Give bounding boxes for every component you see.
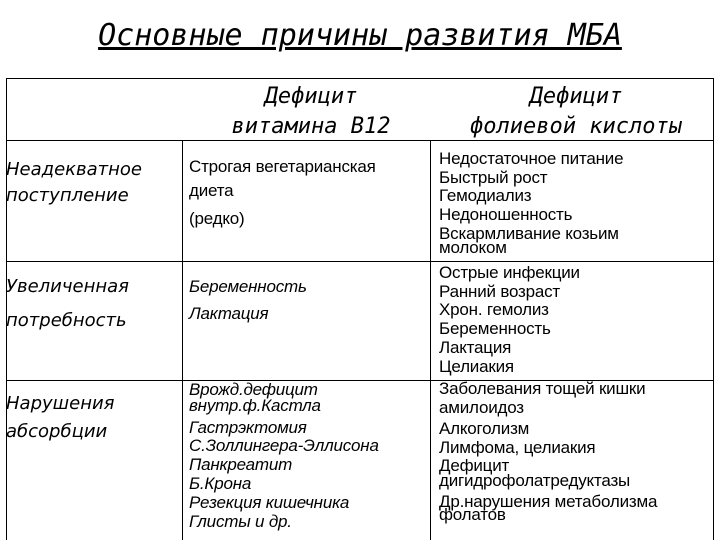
table-right-border xyxy=(713,78,714,540)
b12-causes-intake xyxy=(189,155,376,231)
folate-causes-absorption xyxy=(439,380,657,525)
cause-item: Лимфома, целиакия xyxy=(439,437,596,457)
row-label-line: поступление xyxy=(6,185,129,206)
page-title: Основные причины развития МБА xyxy=(98,18,622,53)
cause-item: Недостаточное питание xyxy=(439,149,624,168)
header-folate-line: фолиевой кислоты xyxy=(470,114,682,139)
cause-item: Заболевания тощей кишки xyxy=(439,379,646,398)
header-folate-line: Дефицит xyxy=(529,84,623,109)
column-divider-1 xyxy=(182,140,183,540)
cause-item: Врожд.дефицит xyxy=(189,380,318,399)
cause-item: Гемодиализ xyxy=(439,186,532,206)
cause-item: С.Золлингера-Эллисона xyxy=(189,436,379,456)
row-label-line: потребность xyxy=(6,310,127,331)
cause-item: Алкоголизм xyxy=(439,419,530,439)
row-label-line: абсорбции xyxy=(6,421,108,442)
cause-item: Строгая вегетарианская xyxy=(189,157,376,176)
header-b12-line: Дефицит xyxy=(264,84,358,109)
column-divider-2 xyxy=(430,140,431,540)
cause-item: Лактация xyxy=(189,304,269,323)
cause-item: Лактация xyxy=(439,337,512,357)
cause-item: Недоношенность xyxy=(439,205,573,225)
table-top-border xyxy=(6,78,714,79)
folate-causes-intake xyxy=(439,150,623,257)
row-label-absorption xyxy=(6,390,114,446)
cause-item: внутр.ф.Кастла xyxy=(189,395,321,415)
cause-item: Дефицит xyxy=(439,456,510,476)
row-label-line: Нарушения xyxy=(6,393,115,414)
row-label-intake xyxy=(6,157,142,209)
cause-item: Острые инфекции xyxy=(439,263,580,282)
cause-item: Глисты и др. xyxy=(189,511,292,531)
cause-item: Быстрый рост xyxy=(439,167,548,187)
cause-item: Др.нарушения метаболизма xyxy=(439,491,658,511)
cause-item: Беременность xyxy=(439,319,551,339)
cause-item: (редко) xyxy=(189,209,245,228)
cause-item: Вскармливание козьим xyxy=(439,223,619,243)
cause-item: Гастрэктомия xyxy=(189,417,307,437)
cause-item: Беременность xyxy=(189,277,307,296)
row-divider-1 xyxy=(6,261,714,262)
cause-item: Хрон. гемолиз xyxy=(439,300,549,320)
cause-item: Резекция кишечника xyxy=(189,492,350,512)
header-b12-line: витамина В12 xyxy=(231,114,391,139)
row-label-demand xyxy=(6,270,129,338)
b12-causes-absorption xyxy=(189,381,379,531)
b12-causes-demand xyxy=(189,273,307,327)
cause-item: молоком xyxy=(439,237,507,257)
cause-item: дигидрофолатредуктазы xyxy=(439,470,631,490)
header-b12 xyxy=(196,82,426,142)
cause-item: фолатов xyxy=(439,505,506,525)
folate-causes-demand xyxy=(439,264,580,376)
cause-item: Ранний возраст xyxy=(439,281,561,301)
header-folate xyxy=(436,82,716,142)
cause-item: Панкреатит xyxy=(189,455,293,475)
cause-item: диета xyxy=(189,181,234,200)
row-label-line: Неадекватное xyxy=(6,159,143,180)
row-label-line: Увеличенная xyxy=(6,276,129,297)
cause-item: Целиакия xyxy=(439,356,514,376)
cause-item: Б.Крона xyxy=(189,473,252,493)
cause-item: амилоидоз xyxy=(439,397,524,417)
